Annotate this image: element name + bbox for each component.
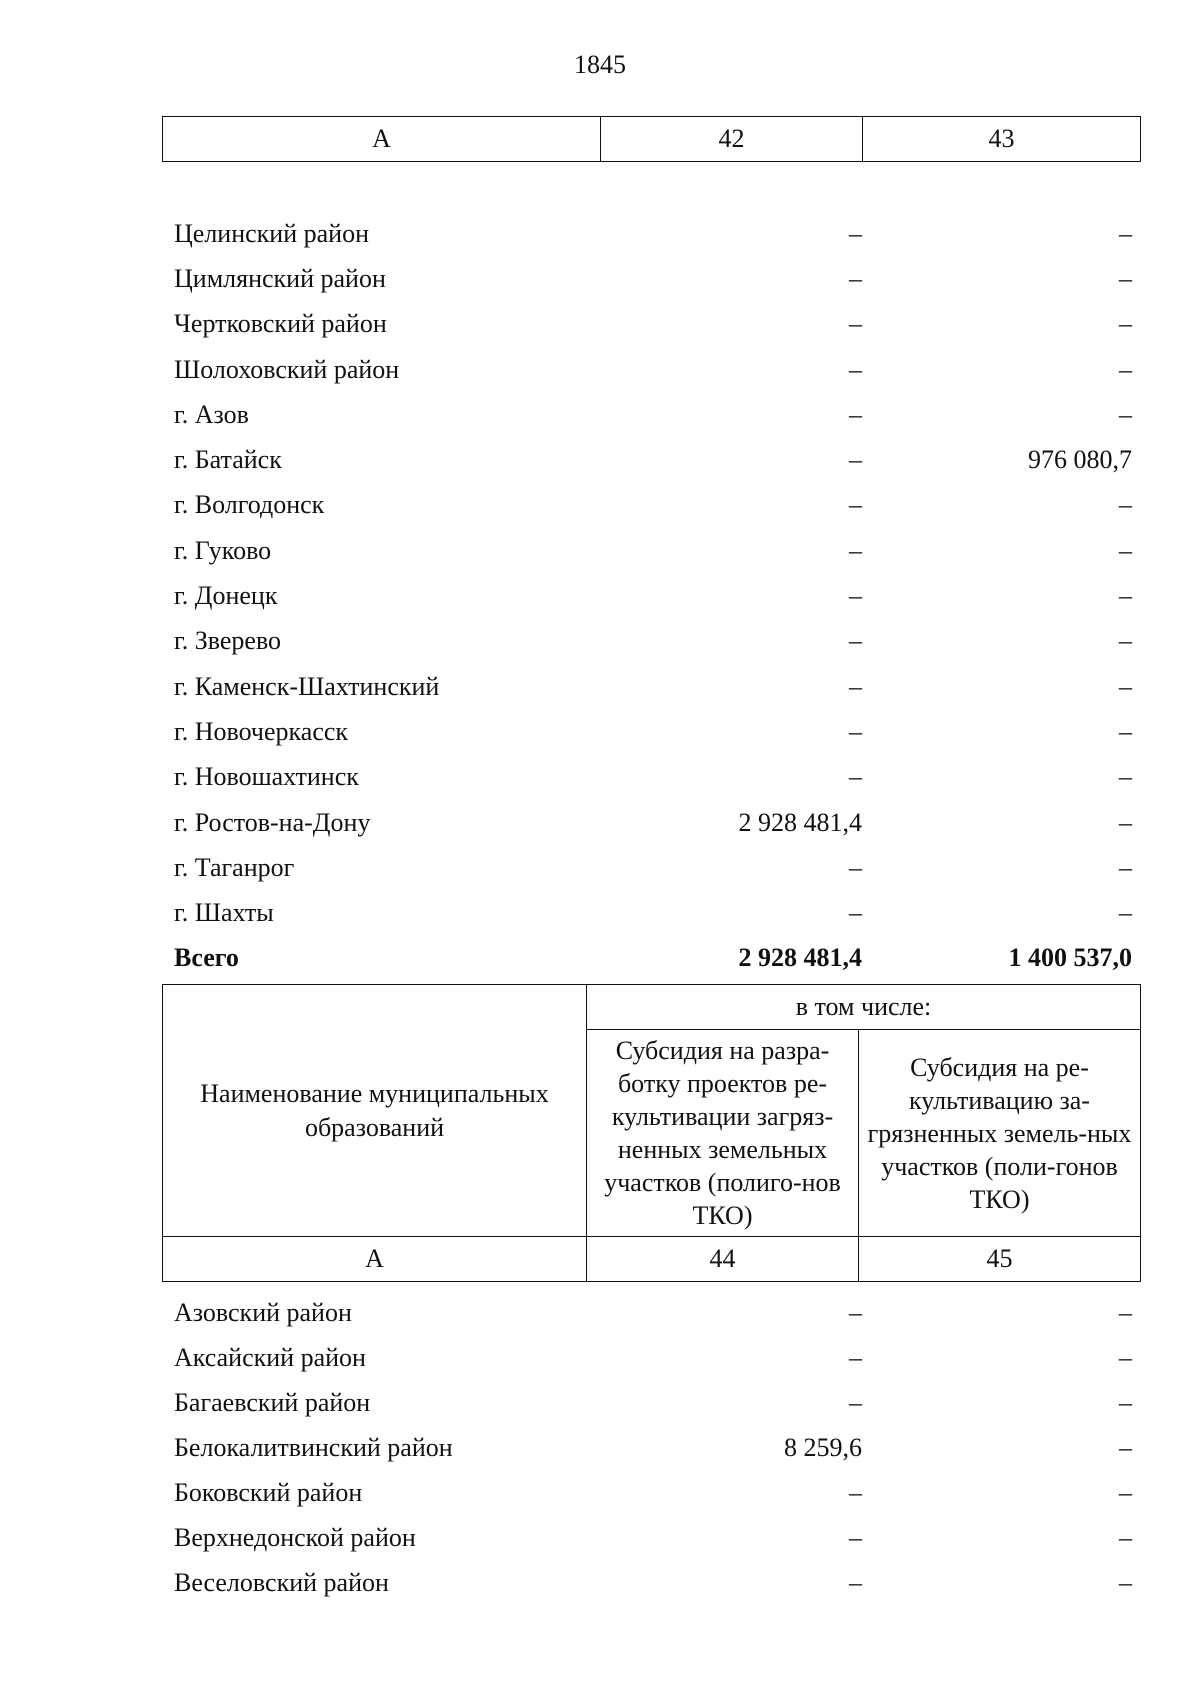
table-row: [174, 890, 1132, 935]
row-name: г. Новочеркасск: [174, 716, 349, 746]
value-44: –: [849, 1297, 862, 1327]
row-name: г. Каменск-Шахтинский: [174, 671, 440, 701]
value-42: –: [849, 852, 862, 882]
table-row: [174, 1425, 1132, 1470]
col-45-number: 45: [859, 1237, 1141, 1282]
table-row: [174, 619, 1132, 664]
row-name: Багаевский район: [174, 1387, 371, 1417]
value-42: –: [849, 762, 862, 792]
col-44-header: Субсидия на разра-ботку проектов ре-культивации загряз-ненных земельных участков (полиго-нов ТКО): [587, 1030, 859, 1237]
col-44-number: 44: [587, 1237, 859, 1282]
col-43-header: 43: [863, 117, 1141, 162]
value-43: –: [1119, 807, 1132, 837]
value-45: –: [1119, 1477, 1132, 1507]
table-row: [174, 755, 1132, 800]
row-name: Шолоховский район: [174, 354, 400, 384]
col-a-number: А: [163, 1237, 587, 1282]
value-45: –: [1119, 1523, 1132, 1553]
row-name: г. Шахты: [174, 898, 274, 928]
bottom-table-header: [162, 984, 1141, 1282]
row-name: г. Волгодонск: [174, 490, 325, 520]
value-45: –: [1119, 1432, 1132, 1462]
col-45-header: Субсидия на ре-культивацию за-грязненных земель-ных участков (поли-гонов ТКО): [859, 1030, 1141, 1237]
row-name: Верхнедонской район: [174, 1523, 416, 1553]
value-42: –: [849, 626, 862, 656]
table-row: [174, 1335, 1132, 1380]
col-a-header: А: [163, 117, 601, 162]
value-43: –: [1119, 762, 1132, 792]
value-45: –: [1119, 1387, 1132, 1417]
table-row: [174, 437, 1132, 482]
row-name: г. Ростов-на-Дону: [174, 807, 371, 837]
page-number: 1845: [574, 50, 626, 79]
row-name: Аксайский район: [174, 1342, 366, 1372]
value-43: –: [1119, 354, 1132, 384]
row-name: Чертковский район: [174, 309, 387, 339]
value-44: –: [849, 1523, 862, 1553]
table-row: [174, 1380, 1132, 1425]
value-42: –: [849, 490, 862, 520]
bottom-table-body: [174, 1290, 1132, 1606]
value-43: –: [1119, 263, 1132, 293]
table-row: [174, 1470, 1132, 1515]
row-name: Веселовский район: [174, 1568, 389, 1598]
row-name: Целинский район: [174, 218, 369, 248]
table-row: [174, 800, 1132, 845]
value-42: –: [849, 309, 862, 339]
table-row: [174, 1290, 1132, 1335]
table-row: [174, 256, 1132, 301]
table-row: [174, 1561, 1132, 1606]
table-row: [174, 528, 1132, 573]
value-42: –: [849, 218, 862, 248]
value-44: –: [849, 1387, 862, 1417]
row-name: Боковский район: [174, 1477, 363, 1507]
including-group-header: в том числе:: [587, 985, 1141, 1030]
table-row: [174, 347, 1132, 392]
row-name: Цимлянский район: [174, 263, 386, 293]
table-row: [174, 302, 1132, 347]
table-row: [174, 573, 1132, 618]
row-name: г. Новошахтинск: [174, 762, 359, 792]
top-table-body: [174, 211, 1132, 981]
value-44: –: [849, 1342, 862, 1372]
value-44: –: [849, 1477, 862, 1507]
value-44: 8 259,6: [784, 1432, 862, 1462]
value-42: –: [849, 445, 862, 475]
value-42: –: [849, 581, 862, 611]
value-42: –: [849, 898, 862, 928]
row-name: г. Батайск: [174, 445, 282, 475]
value-42: –: [849, 535, 862, 565]
row-name: Азовский район: [174, 1297, 352, 1327]
col-42-header: 42: [601, 117, 863, 162]
table-row: [174, 392, 1132, 437]
value-43: –: [1119, 399, 1132, 429]
row-name: г. Гуково: [174, 535, 272, 565]
table-row: [174, 211, 1132, 256]
value-42: 2 928 481,4: [738, 807, 862, 837]
value-45: –: [1119, 1297, 1132, 1327]
table-row: [174, 709, 1132, 754]
value-43: –: [1119, 671, 1132, 701]
row-name: Белокалитвинский район: [174, 1432, 453, 1462]
total-label: Всего: [174, 943, 239, 973]
value-45: –: [1119, 1342, 1132, 1372]
row-name: г. Азов: [174, 399, 249, 429]
value-42: –: [849, 263, 862, 293]
value-43: –: [1119, 535, 1132, 565]
value-43: 976 080,7: [1028, 445, 1132, 475]
value-43: –: [1119, 716, 1132, 746]
value-43: –: [1119, 898, 1132, 928]
value-43: –: [1119, 309, 1132, 339]
total-value-42: 2 928 481,4: [738, 943, 862, 973]
row-name: г. Зверево: [174, 626, 282, 656]
value-43: –: [1119, 626, 1132, 656]
top-column-numbers-header: [162, 116, 1141, 162]
table-row: [174, 664, 1132, 709]
value-45: –: [1119, 1568, 1132, 1598]
total-row: [174, 936, 1132, 981]
value-43: –: [1119, 490, 1132, 520]
value-43: –: [1119, 852, 1132, 882]
table-row: [174, 483, 1132, 528]
municipality-column-header: Наименование муниципальных образований: [163, 985, 587, 1237]
table-row: [174, 845, 1132, 890]
value-42: –: [849, 399, 862, 429]
value-43: –: [1119, 218, 1132, 248]
value-42: –: [849, 716, 862, 746]
value-43: –: [1119, 581, 1132, 611]
total-value-43: 1 400 537,0: [1008, 943, 1132, 973]
value-42: –: [849, 671, 862, 701]
row-name: г. Донецк: [174, 581, 278, 611]
row-name: г. Таганрог: [174, 852, 295, 882]
value-42: –: [849, 354, 862, 384]
table-row: [174, 1515, 1132, 1560]
value-44: –: [849, 1568, 862, 1598]
